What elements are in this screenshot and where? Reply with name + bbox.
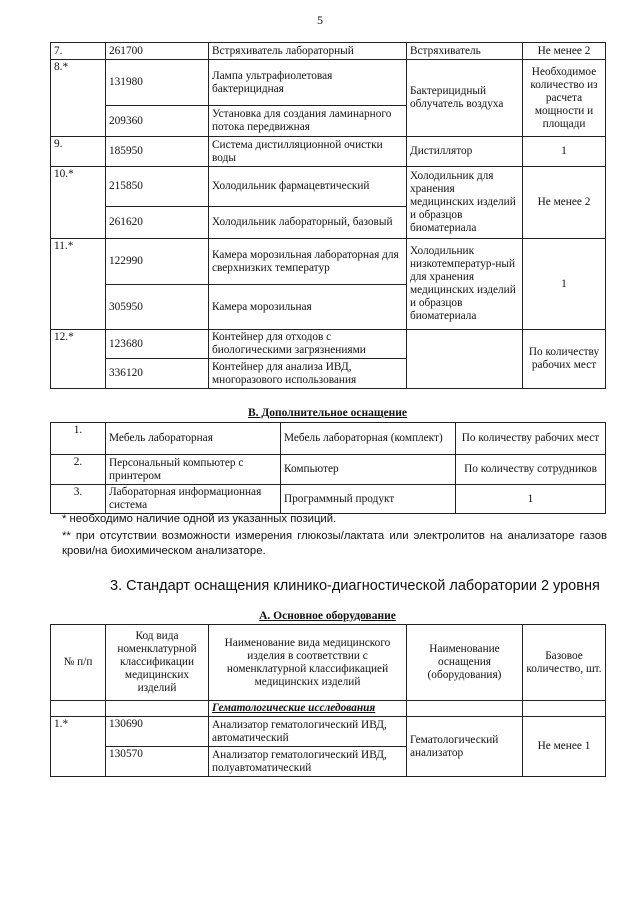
- name-cell: Персональный компьютер с принтером: [106, 455, 281, 485]
- header-equipment: Наименование оснащения (оборудования): [407, 625, 523, 701]
- table-row: [51, 60, 606, 106]
- quantity-cell: Не менее 1: [523, 717, 606, 777]
- name-cell: Контейнер для анализа ИВД, многоразового использования: [209, 359, 407, 389]
- name-cell: Камера морозильная: [209, 285, 407, 330]
- code-cell: 215850: [106, 167, 209, 207]
- quantity-cell: Не менее 2: [523, 43, 606, 60]
- code-cell: 261620: [106, 207, 209, 239]
- row-number: 8.*: [51, 60, 106, 137]
- code-cell: 261700: [106, 43, 209, 60]
- quantity-cell: 1: [523, 239, 606, 330]
- footnote-double-asterisk: ** при отсутствии возможности измерения глюкозы/лактата или электролитов на анализаторе газов крови/на биохимическом анализаторе.: [62, 530, 607, 557]
- subheading-row: [51, 701, 606, 717]
- row-number: 3.: [51, 485, 106, 514]
- row-number: 7.: [51, 43, 106, 60]
- name-cell: Холодильник фармацевтический: [209, 167, 407, 207]
- footnote-single-asterisk: * необходимо наличие одной из указанных позиций.: [62, 513, 337, 525]
- table-row: [51, 239, 606, 285]
- code-cell: 122990: [106, 239, 209, 285]
- code-cell: 336120: [106, 359, 209, 389]
- table-row: [51, 423, 606, 455]
- subheading-hematology: Гематологические исследования: [209, 701, 407, 717]
- code-cell: 130570: [106, 747, 209, 777]
- name-cell: Лампа ультрафиолетовая бактерицидная: [209, 60, 407, 106]
- header-name: Наименование вида медицинского изделия в соответствии с номенклатурной классификацией медицинских изделий: [209, 625, 407, 701]
- quantity-cell: 1: [523, 137, 606, 167]
- name-cell: Установка для создания ламинарного потока передвижная: [209, 106, 407, 137]
- name-cell: Анализатор гематологический ИВД, полуавтоматический: [209, 747, 407, 777]
- equipment-cell: Бактерицидный облучатель воздуха: [407, 60, 523, 137]
- code-cell: 305950: [106, 285, 209, 330]
- equipment-cell: Холодильник низкотемператур-ный для хранения медицинских изделий и образцов биоматериала: [407, 239, 523, 330]
- type-cell: Компьютер: [281, 455, 456, 485]
- quantity-cell: По количеству сотрудников: [456, 455, 606, 485]
- row-number: 1.*: [51, 717, 106, 777]
- table-header-row: [51, 625, 606, 701]
- quantity-cell: По количеству рабочих мест: [456, 423, 606, 455]
- code-cell: 123680: [106, 330, 209, 359]
- name-cell: Анализатор гематологический ИВД, автоматический: [209, 717, 407, 747]
- row-number: 2.: [51, 455, 106, 485]
- table-row: [51, 43, 606, 60]
- table-row: [51, 717, 606, 747]
- header-num: № п/п: [51, 625, 106, 701]
- equipment-table-continued: [50, 42, 606, 389]
- type-cell: Программный продукт: [281, 485, 456, 514]
- row-number: 12.*: [51, 330, 106, 389]
- quantity-cell: Не менее 2: [523, 167, 606, 239]
- equipment-cell: Дистиллятор: [407, 137, 523, 167]
- quantity-cell: По количеству рабочих мест: [523, 330, 606, 389]
- quantity-cell: 1: [456, 485, 606, 514]
- equipment-cell: Холодильник для хранения медицинских изделий и образцов биоматериала: [407, 167, 523, 239]
- row-number: 11.*: [51, 239, 106, 330]
- code-cell: 130690: [106, 717, 209, 747]
- table-row: [51, 330, 606, 359]
- header-code: Код вида номенклатурной классификации медицинских изделий: [106, 625, 209, 701]
- section-3-heading: 3. Стандарт оснащения клинико-диагностической лаборатории 2 уровня: [110, 578, 600, 594]
- row-number: 9.: [51, 137, 106, 167]
- name-cell: Камера морозильная лабораторная для сверхнизких температур: [209, 239, 407, 285]
- header-quantity: Базовое количество, шт.: [523, 625, 606, 701]
- equipment-cell: Встряхиватель: [407, 43, 523, 60]
- table-row: [51, 455, 606, 485]
- name-cell: Мебель лабораторная: [106, 423, 281, 455]
- row-number: 1.: [51, 423, 106, 455]
- basic-equipment-table: [50, 624, 606, 777]
- additional-equipment-table: [50, 422, 606, 514]
- type-cell: Мебель лабораторная (комплект): [281, 423, 456, 455]
- name-cell: Лабораторная информационная система: [106, 485, 281, 514]
- row-number: 10.*: [51, 167, 106, 239]
- code-cell: 209360: [106, 106, 209, 137]
- name-cell: Холодильник лабораторный, базовый: [209, 207, 407, 239]
- name-cell: Встряхиватель лабораторный: [209, 43, 407, 60]
- equipment-cell: Гематологический анализатор: [407, 717, 523, 777]
- code-cell: 185950: [106, 137, 209, 167]
- section-a-title: А. Основное оборудование: [259, 610, 396, 622]
- equipment-cell: [407, 330, 523, 389]
- section-v-title: В. Дополнительное оснащение: [247, 407, 408, 419]
- table-row: [51, 137, 606, 167]
- table-row: [51, 167, 606, 207]
- page-number: 5: [317, 13, 323, 27]
- name-cell: Контейнер для отходов с биологическими загрязнениями: [209, 330, 407, 359]
- table-row: [51, 485, 606, 514]
- quantity-cell: Необходимое количество из расчета мощности и площади: [523, 60, 606, 137]
- code-cell: 131980: [106, 60, 209, 106]
- name-cell: Система дистилляционной очистки воды: [209, 137, 407, 167]
